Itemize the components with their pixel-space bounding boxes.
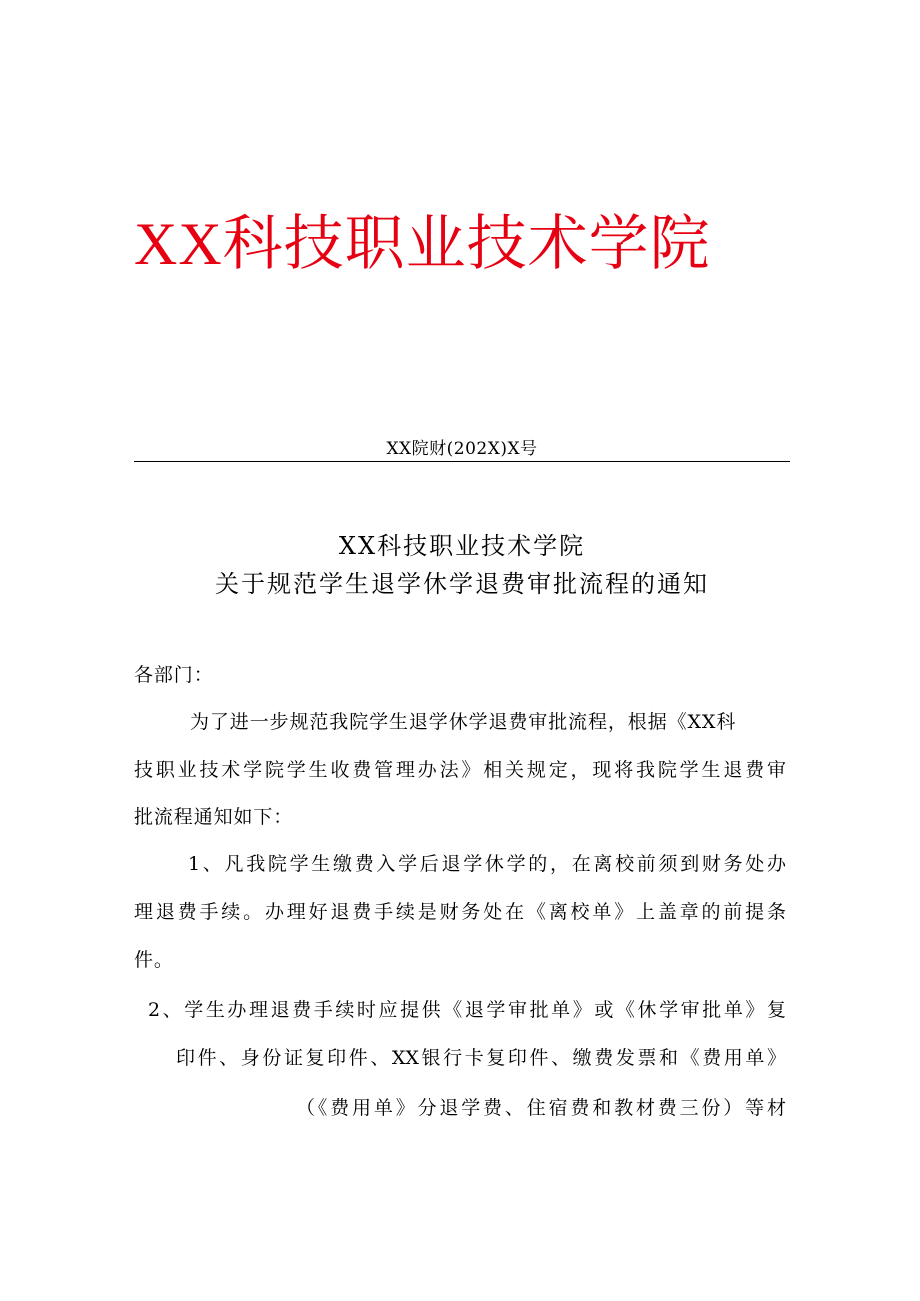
school-masthead: XX科技职业技术学院 [134, 211, 711, 277]
notice-title-line-1: XX科技职业技术学院 [338, 532, 586, 560]
notice-title-line-2: 关于规范学生退学休学退费审批流程的通知 [215, 570, 709, 598]
header-divider [134, 461, 790, 462]
intro-line-1: 为了进一步规范我院学生退学休学退费审批流程，根据《XX科 [190, 711, 737, 733]
item-1-line-1: 1、凡我院学生缴费入学后退学休学的，在离校前须到财务处办 [188, 853, 786, 875]
item-2-line-3: （《费用单》分退学费、住宿费和教材费三份）等材 [296, 1097, 786, 1119]
document-number: XX院财(202X)X号 [386, 439, 538, 459]
salutation: 各部门： [134, 664, 214, 686]
item-1-line-3: 件。 [134, 949, 174, 971]
intro-line-3: 批流程通知如下： [134, 806, 294, 828]
intro-line-2: 技职业技术学院学生收费管理办法》相关规定，现将我院学生退费审 [134, 759, 786, 781]
item-2-line-1: 2、学生办理退费手续时应提供《退学审批单》或《休学审批单》复 [148, 999, 786, 1021]
item-1-line-2: 理退费手续。办理好退费手续是财务处在《离校单》上盖章的前提条 [134, 901, 786, 923]
item-2-line-2: 印件、身份证复印件、XX银行卡复印件、缴费发票和《费用单》 [176, 1047, 786, 1069]
